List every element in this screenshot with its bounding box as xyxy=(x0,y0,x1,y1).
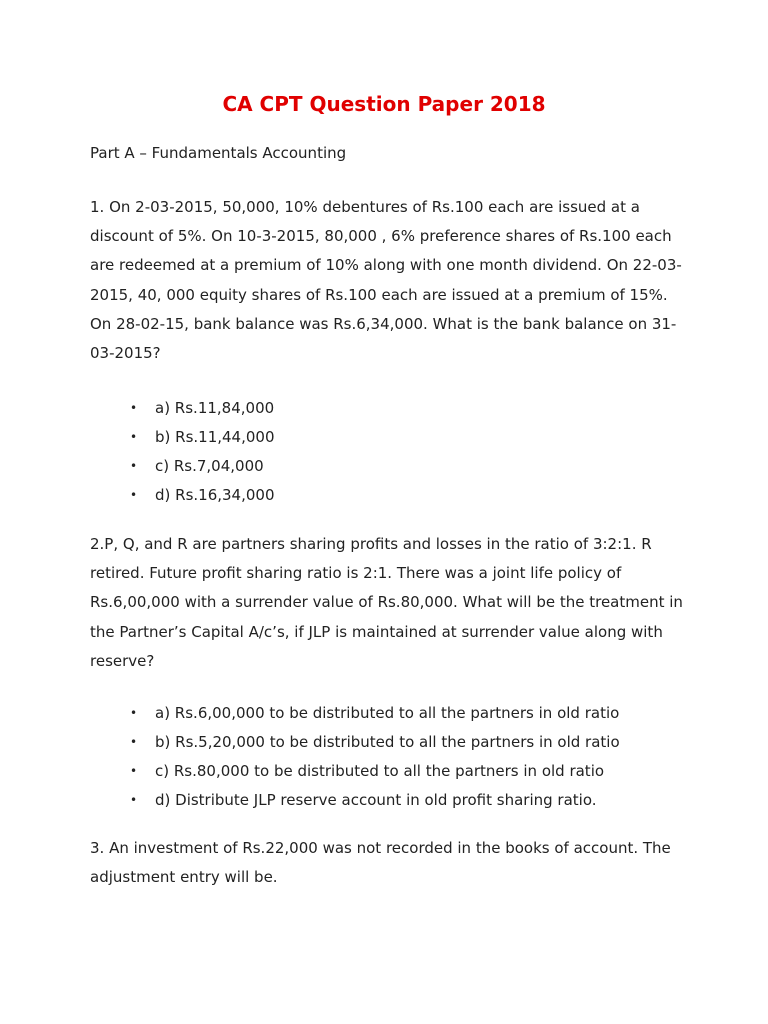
option-item xyxy=(130,394,275,423)
bullet-icon: • xyxy=(130,764,138,778)
bullet-icon: • xyxy=(130,401,138,415)
option-item xyxy=(130,757,620,786)
page-title: CA CPT Question Paper 2018 xyxy=(222,92,546,116)
question-2-text: 2.P, Q, and R are partners sharing profits and losses in the ratio of 3:2:1. R retired. Future profit sharing ratio is 2:1. There was a joint life policy of Rs.6,00,000 with a surrender value of Rs.80,000. What will be the treatment in the Partner’s Capital A/c’s, if JLP is maintained at surrender value along with reserve? xyxy=(90,535,683,670)
bullet-icon: • xyxy=(130,488,138,502)
option-item xyxy=(130,728,620,757)
option-label: d) Distribute JLP reserve account in old profit sharing ratio. xyxy=(155,791,597,809)
bullet-icon: • xyxy=(130,706,138,720)
option-item xyxy=(130,481,275,510)
bullet-icon: • xyxy=(130,793,138,807)
bullet-icon: • xyxy=(130,459,138,473)
option-label: a) Rs.6,00,000 to be distributed to all the partners in old ratio xyxy=(155,704,620,722)
option-label: b) Rs.5,20,000 to be distributed to all the partners in old ratio xyxy=(155,733,620,751)
question-1-options xyxy=(130,394,275,510)
option-item xyxy=(130,786,620,815)
question-1-text: 1. On 2-03-2015, 50,000, 10% debentures of Rs.100 each are issued at a discount of 5%. On 10-3-2015, 80,000 , 6% preference shares of Rs.100 each are redeemed at a premium of 10% along with one month dividend. On 22-03- 2015, 40, 000 equity shares of Rs.100 each are issued at a premium of 15%. On 28-02-15, bank balance was Rs.6,34,000. What is the bank balance on 31-03-2015? xyxy=(90,198,682,363)
option-label: c) Rs.7,04,000 xyxy=(155,457,264,475)
bullet-icon: • xyxy=(130,430,138,444)
option-label: b) Rs.11,44,000 xyxy=(155,428,275,446)
option-item xyxy=(130,423,275,452)
question-2-options xyxy=(130,699,620,815)
section-heading: Part A – Fundamentals Accounting xyxy=(90,144,347,162)
option-label: c) Rs.80,000 to be distributed to all the partners in old ratio xyxy=(155,762,605,780)
option-item xyxy=(130,452,275,481)
option-label: d) Rs.16,34,000 xyxy=(155,486,275,504)
option-item xyxy=(130,699,620,728)
question-3-text: 3. An investment of Rs.22,000 was not recorded in the books of account. The adjustment entry will be. xyxy=(90,839,671,887)
option-label: a) Rs.11,84,000 xyxy=(155,399,275,417)
bullet-icon: • xyxy=(130,735,138,749)
